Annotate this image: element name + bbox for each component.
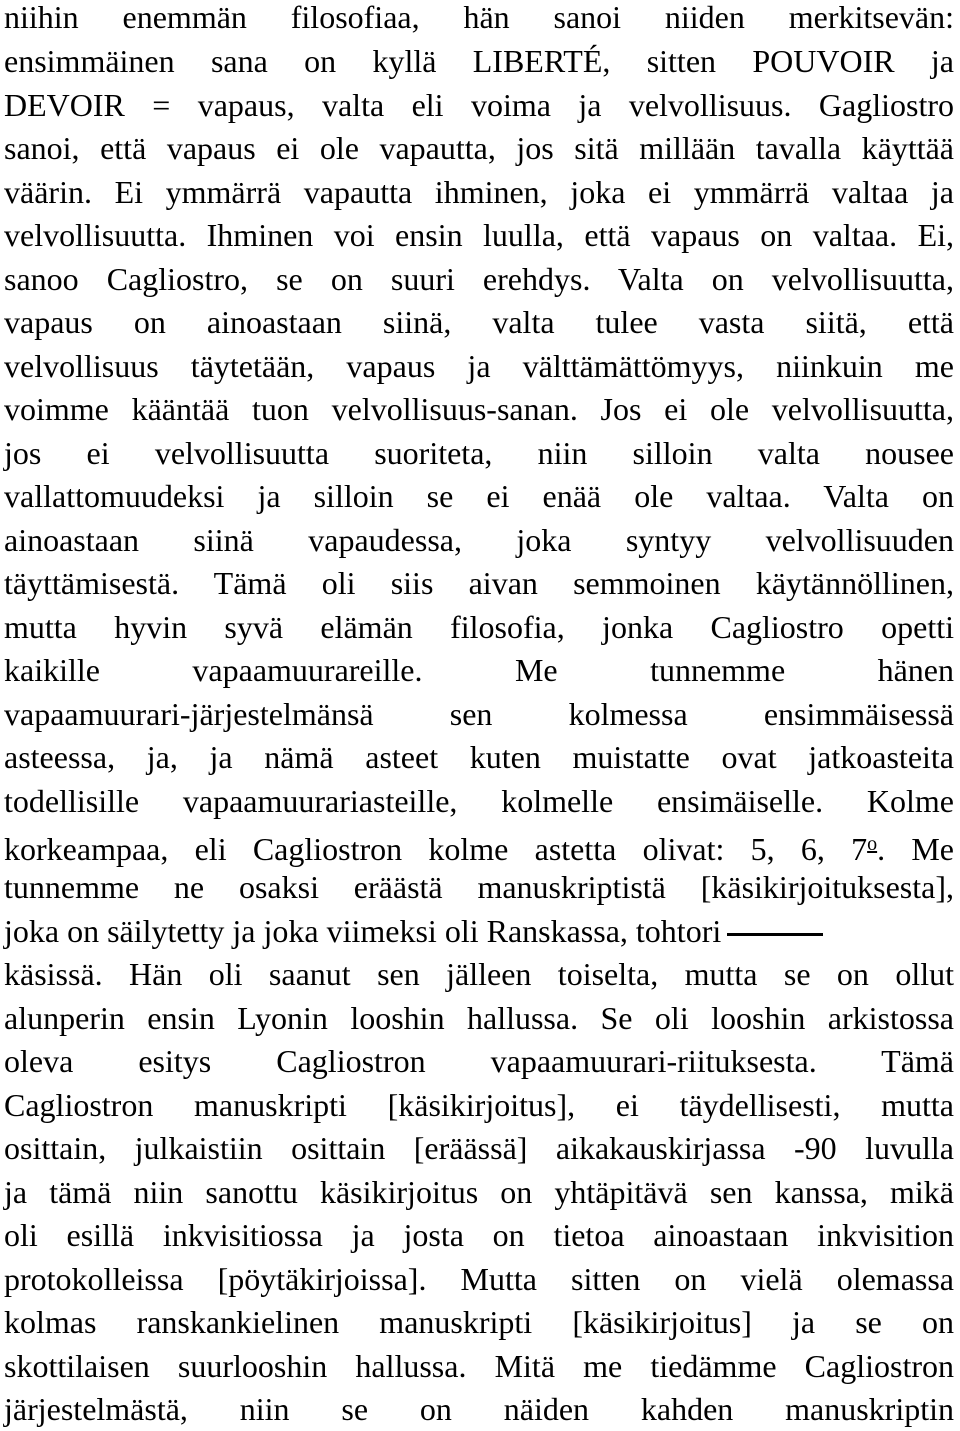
text-line: skottilaisen suurlooshin hallussa. Mitä me tiedämme Cagliostron [4,1348,954,1384]
text-line [4,911,954,951]
ordinal-superscript: o [867,833,878,855]
text-line: ainoastaan siinä vapaudessa, joka syntyy velvollisuuden [4,522,954,558]
text-line: voimme kääntää tuon velvollisuus-sanan. Jos ei ole velvollisuutta, [4,391,954,427]
text-line: oli esillä inkvisitiossa ja josta on tietoa ainoastaan inkvisition [4,1217,954,1253]
text-line-main: korkeampaa, eli Cagliostron kolme astetta olivat: 5, 6, 7 [4,831,868,867]
text-line: vapaus on ainoastaan siinä, valta tulee vasta siitä, että [4,304,954,340]
text-line: väärin. Ei ymmärrä vapautta ihminen, joka ei ymmärrä valtaa ja [4,174,954,210]
text-line: todellisille vapaamuurariasteille, kolmelle ensimäiselle. Kolme [4,783,954,819]
text-line: jos ei velvollisuutta suoriteta, niin silloin valta nousee [4,435,954,471]
text-line: Cagliostron manuskripti [käsikirjoitus], ei täydellisesti, mutta [4,1087,954,1123]
text-line: sanoo Cagliostro, se on suuri erehdys. Valta on velvollisuutta, [4,261,954,297]
text-line: niihin enemmän filosofiaa, hän sanoi niiden merkitsevän: [4,0,954,35]
text-line: velvollisuus täytetään, vapaus ja välttämättömyys, niinkuin me [4,348,954,384]
text-line: alunperin ensin Lyonin looshin hallussa. Se oli looshin arkistossa [4,1000,954,1036]
text-line: mutta hyvin syvä elämän filosofia, jonka Cagliostro opetti [4,609,954,645]
omitted-name-dash [727,933,823,936]
text-line: käsissä. Hän oli saanut sen jälleen toiselta, mutta se on ollut [4,956,954,992]
text-line-main: joka on säilytetty ja joka viimeksi oli Ranskassa, tohtori [4,913,722,949]
text-line: vapaamuurari-järjestelmänsä sen kolmessa ensimmäisessä [4,696,954,732]
text-line: ensimmäinen sana on kyllä LIBERTÉ, sitten POUVOIR ja [4,43,954,79]
text-line: kolmas ranskankielinen manuskripti [käsikirjoitus] ja se on [4,1304,954,1340]
text-line: vallattomuudeksi ja silloin se ei enää ole valtaa. Valta on [4,478,954,514]
text-line: asteessa, ja, ja nämä asteet kuten muistatte ovat jatkoasteita [4,739,954,775]
text-line: oleva esitys Cagliostron vapaamuurari-riituksesta. Tämä [4,1043,954,1079]
text-line: tunnemme ne osaksi eräästä manuskriptistä [käsikirjoituksesta], [4,869,954,905]
text-line: DEVOIR = vapaus, valta eli voima ja velvollisuus. Gagliostro [4,87,954,123]
text-line: sanoi, että vapaus ei ole vapautta, jos sitä millään tavalla käyttää [4,130,954,166]
text-line: protokolleissa [pöytäkirjoissa]. Mutta sitten on vielä olemassa [4,1261,954,1297]
text-line: velvollisuutta. Ihminen voi ensin luulla, että vapaus on valtaa. Ei, [4,217,954,253]
text-line: kaikille vapaamuurareille. Me tunnemme hänen [4,652,954,688]
text-line-tail: . Me [877,831,955,867]
text-line: ja tämä niin sanottu käsikirjoitus on yhtäpitävä sen kanssa, mikä [4,1174,954,1210]
text-line: täyttämisestä. Tämä oli siis aivan semmoinen käytännöllinen, [4,565,954,601]
text-line: osittain, julkaistiin osittain [eräässä] aikakauskirjassa -90 luvulla [4,1130,954,1166]
text-line: järjestelmästä, niin se on näiden kahden manuskriptin [4,1391,954,1427]
text-line [4,824,955,867]
